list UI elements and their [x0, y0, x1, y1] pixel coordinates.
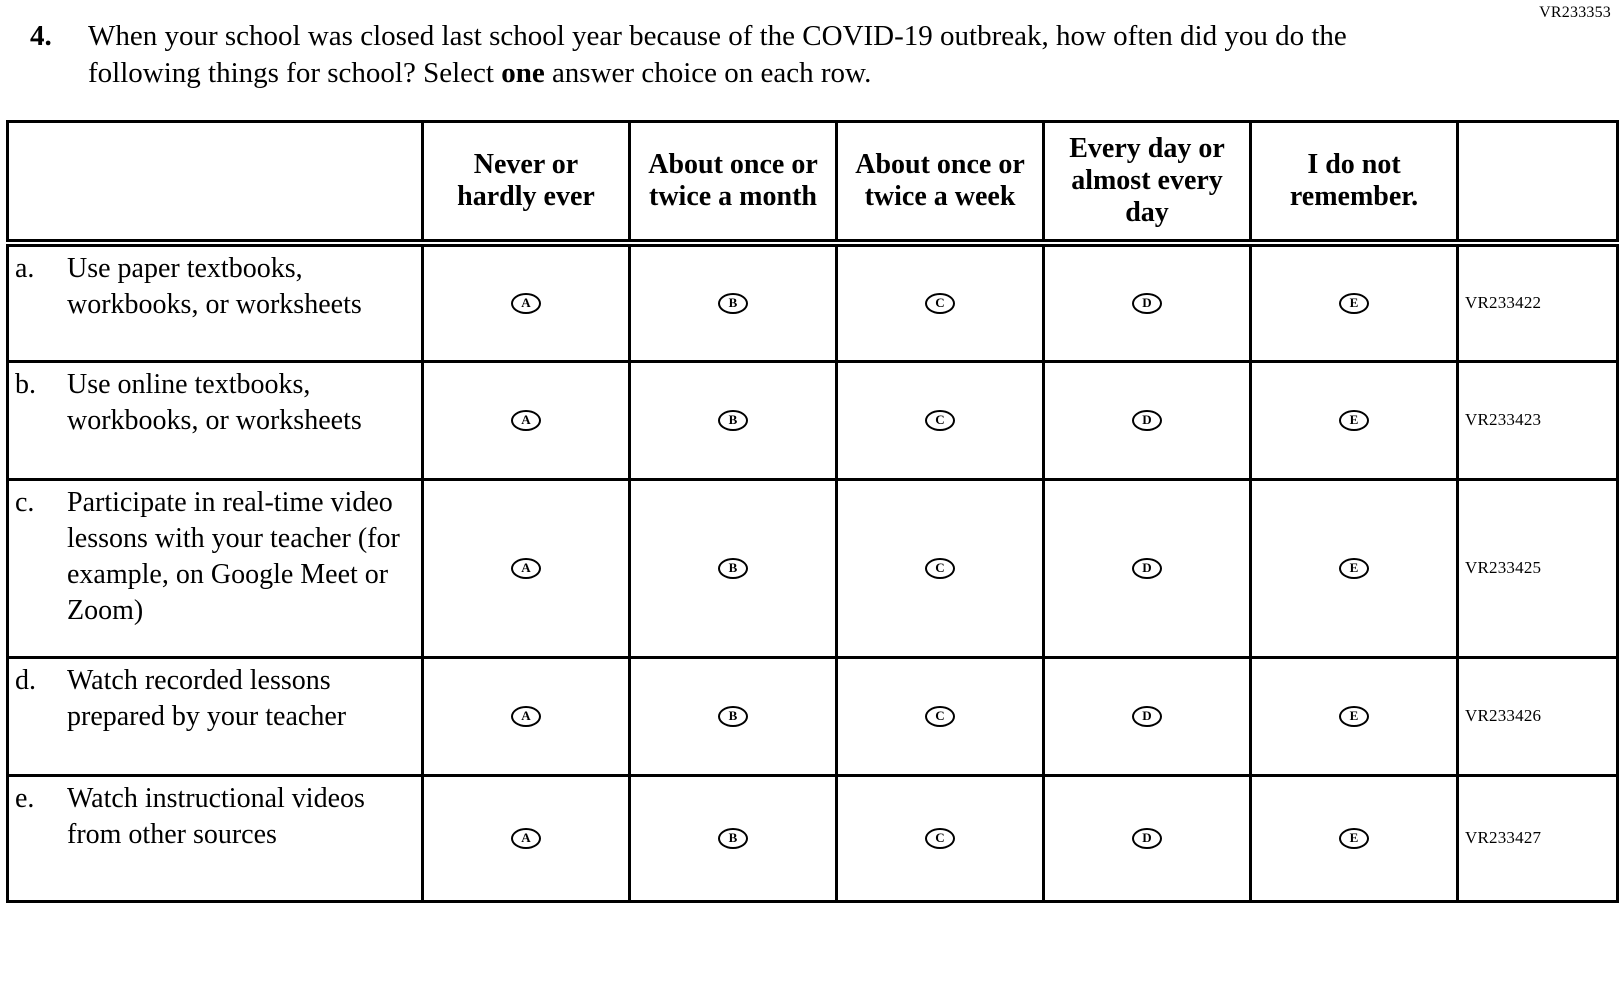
table-row-c — [8, 479, 1618, 657]
row-d-option-a-bubble[interactable]: A — [511, 706, 541, 727]
row-c-option-e-bubble[interactable]: E — [1339, 558, 1369, 579]
header-once-twice-week: About once or twice a week — [837, 122, 1044, 244]
header-never-or-hardly-ever: Never or hardly ever — [423, 122, 630, 244]
row-e-label-cell — [8, 775, 423, 901]
row-a-code: VR233422 — [1458, 243, 1618, 361]
header-row — [8, 122, 1618, 244]
row-b-label: Use online textbooks, workbooks, or worksheets — [67, 368, 362, 436]
row-d-option-d-bubble[interactable]: D — [1132, 706, 1162, 727]
row-d-option-e-cell — [1251, 657, 1458, 775]
row-b-option-a-cell — [423, 361, 630, 479]
row-e-label: Watch instructional videos from other sources — [67, 782, 365, 850]
header-every-day: Every day or almost every day — [1044, 122, 1251, 244]
row-d-option-c-bubble[interactable]: C — [925, 706, 955, 727]
row-c-option-d-cell — [1044, 479, 1251, 657]
table-row-a — [8, 243, 1618, 361]
header-once-twice-month: About once or twice a month — [630, 122, 837, 244]
row-a-option-d-bubble[interactable]: D — [1132, 293, 1162, 314]
row-b-option-d-bubble[interactable]: D — [1132, 410, 1162, 431]
row-e-code: VR233427 — [1458, 775, 1618, 901]
question-block — [0, 0, 1621, 92]
row-a-label: Use paper textbooks, workbooks, or worksheets — [67, 253, 362, 320]
row-c-option-b-bubble[interactable]: B — [718, 558, 748, 579]
question-number: 4. — [30, 20, 52, 52]
row-a-letter: a. — [15, 253, 35, 284]
question-text-part1: When your school was closed last school year because of the COVID-19 outbreak, how often did you do the following things for school? Select — [88, 20, 1347, 89]
row-c-option-a-cell — [423, 479, 630, 657]
header-empty-code-cell — [1458, 122, 1618, 244]
row-e-option-b-bubble[interactable]: B — [718, 828, 748, 849]
row-e-option-d-cell — [1044, 775, 1251, 901]
row-d-option-a-cell — [423, 657, 630, 775]
row-c-label: Participate in real-time video lessons with your teacher (for example, on Google Meet or Zoom) — [67, 486, 400, 626]
row-a-option-b-bubble[interactable]: B — [718, 293, 748, 314]
row-b-code: VR233423 — [1458, 361, 1618, 479]
row-d-option-d-cell — [1044, 657, 1251, 775]
row-b-option-e-cell — [1251, 361, 1458, 479]
row-c-option-a-bubble[interactable]: A — [511, 558, 541, 579]
table-row-d — [8, 657, 1618, 775]
question-text-part2: answer choice on each row. — [544, 57, 872, 89]
row-b-option-b-bubble[interactable]: B — [718, 410, 748, 431]
form-code-top-right: VR233353 — [1539, 4, 1611, 21]
row-c-option-d-bubble[interactable]: D — [1132, 558, 1162, 579]
row-d-code: VR233426 — [1458, 657, 1618, 775]
answer-grid-table — [6, 120, 1619, 903]
row-d-letter: d. — [15, 664, 36, 696]
row-b-option-c-cell — [837, 361, 1044, 479]
row-a-option-e-cell — [1251, 243, 1458, 361]
table-row-b — [8, 361, 1618, 479]
table-row-e — [8, 775, 1618, 901]
row-e-option-a-cell — [423, 775, 630, 901]
row-a-option-a-cell — [423, 243, 630, 361]
row-b-option-e-bubble[interactable]: E — [1339, 410, 1369, 431]
row-e-option-c-cell — [837, 775, 1044, 901]
row-a-option-d-cell — [1044, 243, 1251, 361]
row-d-label-cell — [8, 657, 423, 775]
row-b-option-b-cell — [630, 361, 837, 479]
row-b-option-c-bubble[interactable]: C — [925, 410, 955, 431]
row-a-option-b-cell — [630, 243, 837, 361]
row-c-code: VR233425 — [1458, 479, 1618, 657]
row-e-letter: e. — [15, 782, 35, 814]
row-a-option-a-bubble[interactable]: A — [511, 293, 541, 314]
row-d-label: Watch recorded lessons prepared by your teacher — [67, 664, 347, 732]
row-d-option-b-cell — [630, 657, 837, 775]
row-e-option-e-cell — [1251, 775, 1458, 901]
question-text — [88, 18, 1378, 92]
row-b-label-cell — [8, 361, 423, 479]
row-a-option-c-cell — [837, 243, 1044, 361]
row-e-option-a-bubble[interactable]: A — [511, 828, 541, 849]
row-a-option-c-bubble[interactable]: C — [925, 293, 955, 314]
row-c-option-c-bubble[interactable]: C — [925, 558, 955, 579]
row-e-option-b-cell — [630, 775, 837, 901]
row-d-option-e-bubble[interactable]: E — [1339, 706, 1369, 727]
row-e-option-e-bubble[interactable]: E — [1339, 828, 1369, 849]
row-d-option-c-cell — [837, 657, 1044, 775]
row-a-label-cell — [8, 243, 423, 361]
row-d-option-b-bubble[interactable]: B — [718, 706, 748, 727]
row-b-option-a-bubble[interactable]: A — [511, 410, 541, 431]
question-text-bold-word: one — [501, 57, 545, 89]
row-c-option-b-cell — [630, 479, 837, 657]
header-empty-label-cell — [8, 122, 423, 244]
row-e-option-d-bubble[interactable]: D — [1132, 828, 1162, 849]
row-e-option-c-bubble[interactable]: C — [925, 828, 955, 849]
row-c-letter: c. — [15, 486, 35, 518]
header-do-not-remember: I do not remember. — [1251, 122, 1458, 244]
row-c-option-e-cell — [1251, 479, 1458, 657]
row-c-label-cell — [8, 479, 423, 657]
row-b-option-d-cell — [1044, 361, 1251, 479]
row-b-letter: b. — [15, 368, 36, 400]
row-a-option-e-bubble[interactable]: E — [1339, 293, 1369, 314]
row-c-option-c-cell — [837, 479, 1044, 657]
